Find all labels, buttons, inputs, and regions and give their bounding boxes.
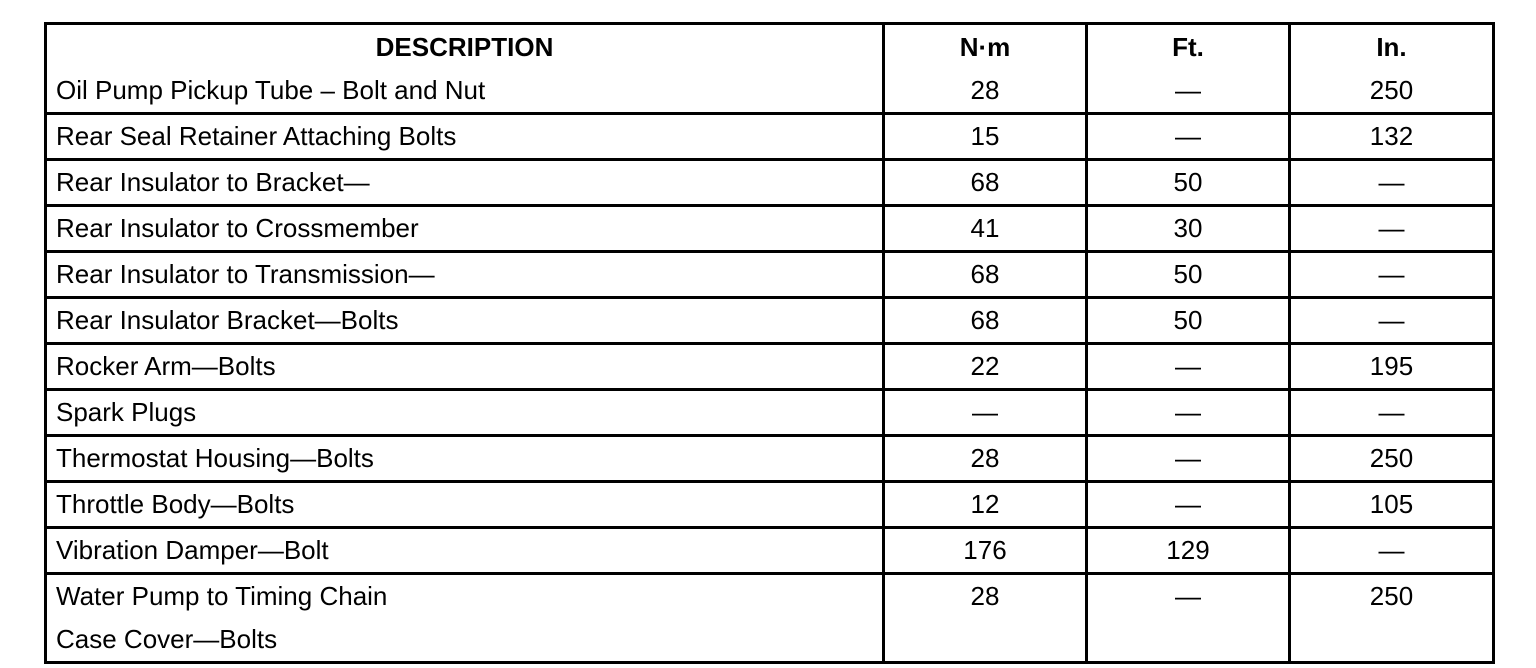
row-ft: 129 — [1087, 528, 1290, 574]
row-in: — — [1290, 298, 1494, 344]
row-in: 250 — [1290, 69, 1494, 114]
table-row — [46, 574, 1494, 663]
row-nm: 28 — [884, 436, 1087, 482]
table-row — [46, 436, 1494, 482]
table-row — [46, 298, 1494, 344]
header-ft: Ft. — [1087, 24, 1290, 70]
row-nm: 15 — [884, 114, 1087, 160]
row-ft: 50 — [1087, 160, 1290, 206]
row-ft: — — [1087, 436, 1290, 482]
table-row — [46, 206, 1494, 252]
table-row — [46, 344, 1494, 390]
row-description-line1: Water Pump to Timing Chain — [56, 581, 388, 611]
row-ft: 50 — [1087, 298, 1290, 344]
row-description: Oil Pump Pickup Tube – Bolt and Nut — [46, 69, 884, 114]
header-nm: N·m — [884, 24, 1087, 70]
row-nm: 176 — [884, 528, 1087, 574]
row-description: Rear Insulator to Transmission— — [46, 252, 884, 298]
header-row — [46, 24, 1494, 70]
row-nm: 68 — [884, 160, 1087, 206]
row-in: 132 — [1290, 114, 1494, 160]
row-in: 105 — [1290, 482, 1494, 528]
row-nm: 68 — [884, 252, 1087, 298]
row-in: — — [1290, 390, 1494, 436]
row-ft: 50 — [1087, 252, 1290, 298]
row-description: Rear Insulator to Bracket— — [46, 160, 884, 206]
header-in: In. — [1290, 24, 1494, 70]
row-description: Thermostat Housing—Bolts — [46, 436, 884, 482]
table-row — [46, 114, 1494, 160]
row-in: — — [1290, 252, 1494, 298]
row-description: Rear Seal Retainer Attaching Bolts — [46, 114, 884, 160]
row-ft: 30 — [1087, 206, 1290, 252]
header-description: DESCRIPTION — [46, 24, 884, 70]
table-row — [46, 69, 1494, 114]
row-description: Throttle Body—Bolts — [46, 482, 884, 528]
row-ft: — — [1087, 114, 1290, 160]
row-in: 250 — [1290, 436, 1494, 482]
row-ft: — — [1087, 344, 1290, 390]
row-description: Rocker Arm—Bolts — [46, 344, 884, 390]
row-description: Rear Insulator Bracket—Bolts — [46, 298, 884, 344]
row-description: Spark Plugs — [46, 390, 884, 436]
row-description: Rear Insulator to Crossmember — [46, 206, 884, 252]
row-in: 195 — [1290, 344, 1494, 390]
table-row — [46, 160, 1494, 206]
row-nm: 68 — [884, 298, 1087, 344]
row-ft: — — [1087, 482, 1290, 528]
row-ft: — — [1087, 390, 1290, 436]
table-row — [46, 482, 1494, 528]
row-nm: 41 — [884, 206, 1087, 252]
row-in: 250 — [1290, 574, 1494, 663]
row-nm: 28 — [884, 69, 1087, 114]
torque-spec-table — [44, 22, 1495, 664]
row-description — [46, 574, 884, 663]
table-row — [46, 390, 1494, 436]
row-nm: 22 — [884, 344, 1087, 390]
row-description: Vibration Damper—Bolt — [46, 528, 884, 574]
row-nm: 28 — [884, 574, 1087, 663]
row-ft: — — [1087, 69, 1290, 114]
row-ft: — — [1087, 574, 1290, 663]
row-in: — — [1290, 528, 1494, 574]
row-description-line2: Case Cover—Bolts — [56, 624, 278, 654]
table-row — [46, 528, 1494, 574]
row-nm: — — [884, 390, 1087, 436]
row-nm: 12 — [884, 482, 1087, 528]
table-row — [46, 252, 1494, 298]
row-in: — — [1290, 160, 1494, 206]
row-in: — — [1290, 206, 1494, 252]
